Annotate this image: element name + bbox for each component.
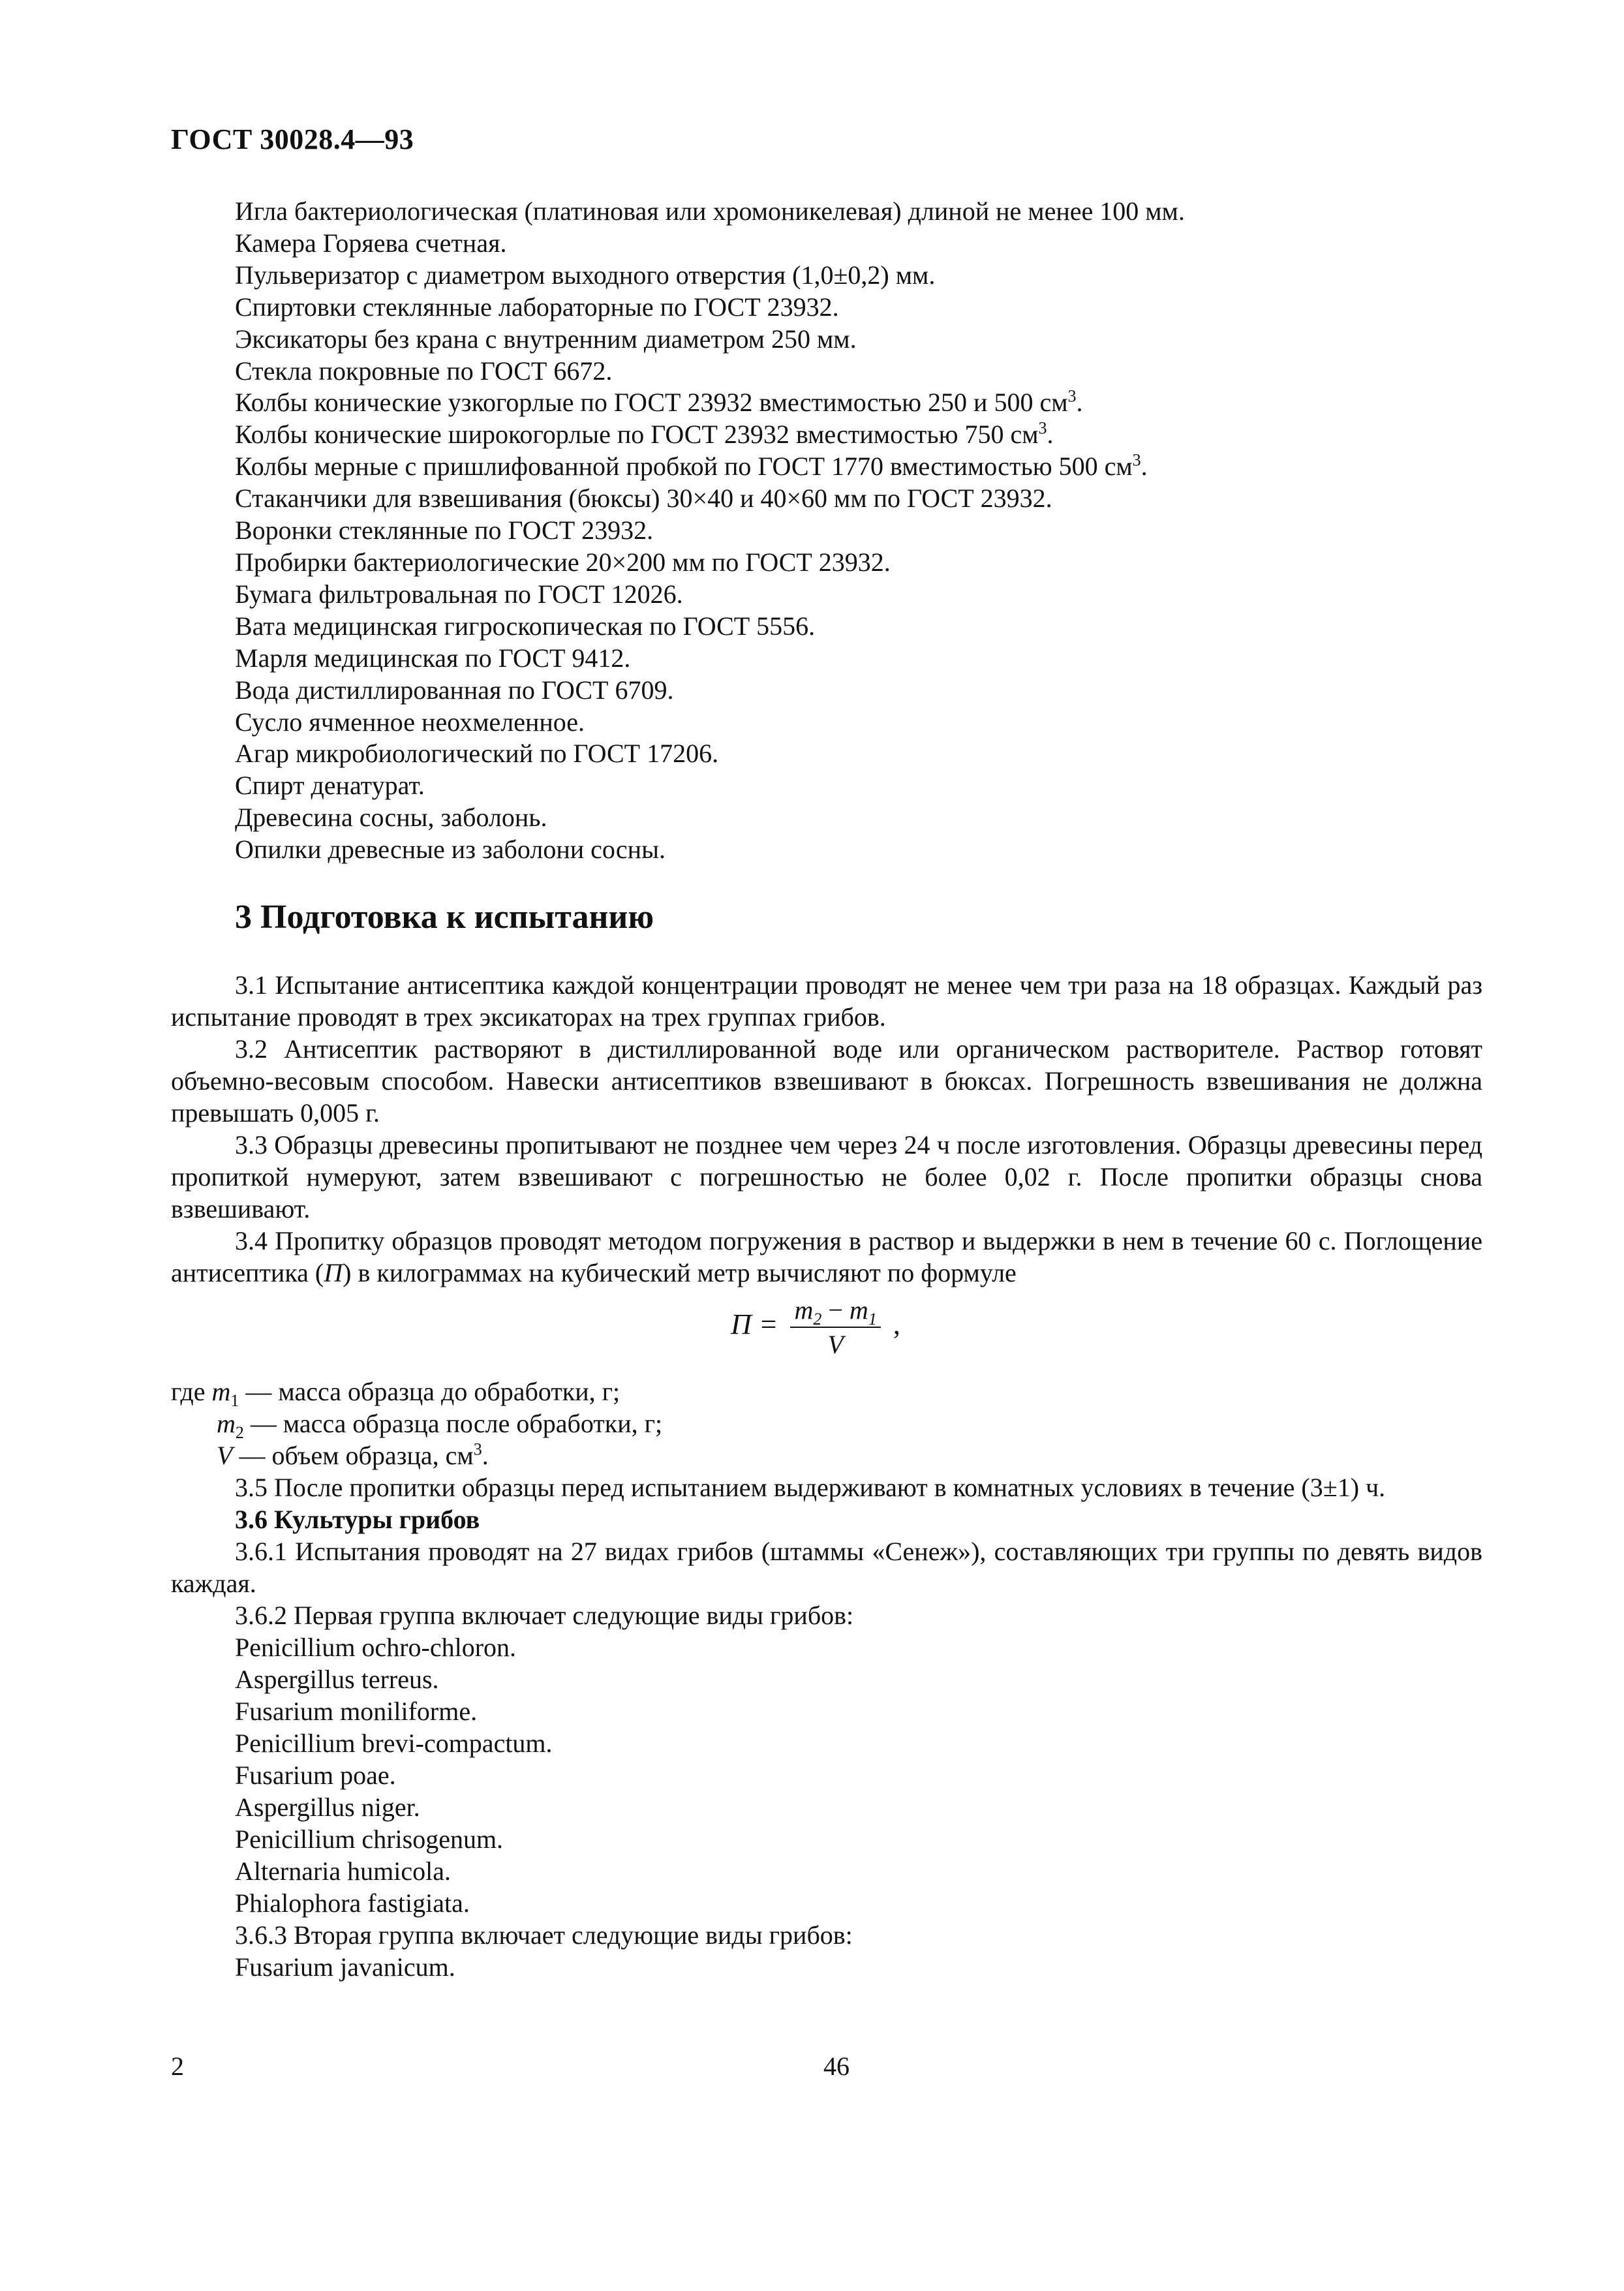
paragraph-3-5: 3.5 После пропитки образцы перед испытанием выдерживают в комнатных условиях в течение (3±1) ч.: [235, 1473, 1386, 1502]
list-item: Воронки стеклянные по ГОСТ 23932.: [235, 515, 654, 546]
list-item: Phialophora fastigiata.: [235, 1888, 470, 1918]
definition-line: где $m_1$ — масса образца до обработки, г;: [171, 1377, 620, 1410]
list-item: Fusarium javanicum.: [235, 1952, 455, 1982]
list-item: Сусло ячменное неохмеленное.: [235, 707, 585, 737]
paragraph-3-6-2: 3.6.2 Первая группа включает следующие виды грибов:: [235, 1601, 854, 1630]
paragraph-3-6-3: 3.6.3 Вторая группа включает следующие виды грибов:: [235, 1920, 853, 1950]
formula: П = $\frac{m_2 - m_1}{V}$ ,: [731, 1295, 900, 1359]
paragraph-3-2: 3.2 Антисептик растворяют в дистиллированной воде или органическом растворителе. Раствор готовят объемно-весовым способом. Навески антисептиков взвешивают в бюксах. Погрешность взвешивания не должна превышать 0,005 г.: [171, 1034, 1482, 1128]
list-item: Вата медицинская гигроскопическая по ГОСТ 5556.: [235, 611, 816, 641]
list-item: Стекла покровные по ГОСТ 6672.: [235, 356, 613, 386]
list-item: Колбы мерные с пришлифованной пробкой по ГОСТ 1770 вместимостью 500 $см^3$.: [235, 450, 1148, 482]
list-item: Penicillium chrisogenum.: [235, 1824, 504, 1854]
list-item: Бумага фильтровальная по ГОСТ 12026.: [235, 579, 683, 609]
definition-line: $m_2$ — масса образца после обработки, г;: [217, 1409, 663, 1442]
document-header: ГОСТ 30028.4—93: [171, 123, 414, 155]
list-item: Агар микробиологический по ГОСТ 17206.: [235, 739, 719, 769]
section-body-continued: [171, 1471, 1482, 1983]
subsection-heading: 3.6 Культуры грибов: [235, 1505, 480, 1534]
page-number-center: 46: [823, 2052, 850, 2081]
section-title: 3 Подготовка к испытанию: [235, 899, 654, 936]
list-item: Fusarium moniliforme.: [235, 1697, 478, 1726]
list-item: Penicillium brevi-compactum.: [235, 1729, 553, 1758]
list-item: Alternaria humicola.: [235, 1856, 451, 1886]
list-item: Пульверизатор с диаметром выходного отверстия (1,0±0,2) мм.: [235, 260, 936, 290]
list-item: Aspergillus terreus.: [235, 1665, 439, 1694]
list-item: Игла бактериологическая (платиновая или хромоникелевая) длиной не менее 100 мм.: [235, 196, 1185, 226]
list-item: Fusarium poae.: [235, 1761, 396, 1790]
paragraph-3-1: 3.1 Испытание антисептика каждой концентрации проводят не менее чем три раза на 18 образцах. Каждый раз испытание проводят в трех эксикаторах на трех группах грибов.: [171, 970, 1482, 1032]
list-item: Penicillium ochro-chloron.: [235, 1633, 517, 1662]
list-item: Колбы конические узкогорлые по ГОСТ 23932 вместимостью 250 и 500 $см^3$.: [235, 387, 1083, 418]
list-item: Опилки древесные из заболони сосны.: [235, 835, 666, 865]
section-body: [171, 969, 1482, 1289]
list-item: Марля медицинская по ГОСТ 9412.: [235, 643, 631, 673]
paragraph-3-4: 3.4 Пропитку образцов проводят методом погружения в раствор и выдержки в нем в течение 60 с. Поглощение антисептика (П) в килограммах на кубический метр вычисляют по формуле: [171, 1226, 1482, 1287]
list-item: Эксикаторы без крана с внутренним диаметром 250 мм.: [235, 324, 857, 354]
paragraph-3-6-1: 3.6.1 Испытания проводят на 27 видах грибов (штаммы «Сенеж»), составляющих три группы по девять видов каждая.: [171, 1537, 1482, 1598]
formula-definitions: [171, 1376, 662, 1471]
equipment-list: [235, 196, 1475, 866]
list-item: Древесина сосны, заболонь.: [235, 803, 547, 833]
list-item: Вода дистиллированная по ГОСТ 6709.: [235, 675, 674, 705]
definition-line: V — объем образца, $см^3$.: [217, 1439, 489, 1470]
list-item: Спиртовки стеклянные лабораторные по ГОСТ 23932.: [235, 292, 839, 322]
list-item: Пробирки бактериологические 20×200 мм по ГОСТ 23932.: [235, 547, 891, 577]
page-number-left: 2: [171, 2052, 184, 2081]
list-item: Камера Горяева счетная.: [235, 228, 507, 258]
list-item: Aspergillus niger.: [235, 1792, 420, 1822]
list-item: Спирт денатурат.: [235, 771, 425, 801]
list-item: Колбы конические широкогорлые по ГОСТ 23932 вместимостью 750 $см^3$.: [235, 419, 1054, 450]
paragraph-3-3: 3.3 Образцы древесины пропитывают не позднее чем через 24 ч после изготовления. Образцы древесины перед пропиткой нумеруют, затем взвешивают с погрешностью не более 0,02 г. После пропитки образцы снова взвешивают.: [171, 1130, 1482, 1223]
list-item: Стаканчики для взвешивания (бюксы) 30×40 и 40×60 мм по ГОСТ 23932.: [235, 484, 1052, 514]
